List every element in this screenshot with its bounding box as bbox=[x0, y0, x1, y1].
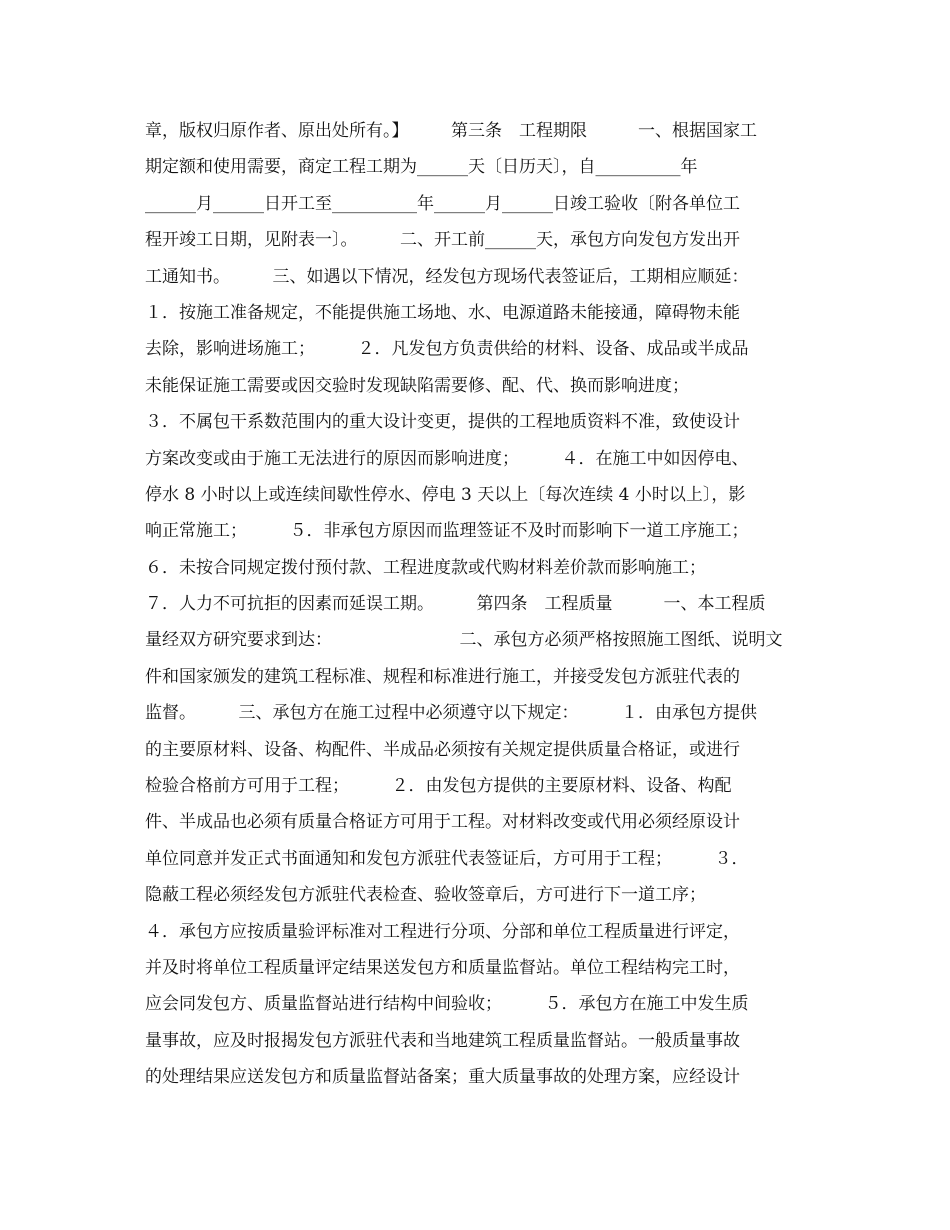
text-line: 去除，影响进场施工； ２．凡发包方负责供给的材料、设备、成品或半成品 bbox=[145, 339, 749, 360]
text-line: 未能保证施工需要或因交验时发现缺陷需要修、配、代、换而影响进度； bbox=[145, 375, 689, 396]
text-line: ４．承包方应按质量验评标准对工程进行分项、分部和单位工程质量进行评定， bbox=[145, 921, 740, 942]
text-line: 量事故，应及时报揭发包方派驻代表和当地建筑工程质量监督站。一般质量事故 bbox=[145, 1030, 740, 1051]
text-line: ３．不属包干系数范围内的重大设计变更，提供的工程地质资料不准，致使设计 bbox=[145, 412, 740, 433]
text-line: 检验合格前方可用于工程； ２．由发包方提供的主要原材料、设备、构配 bbox=[145, 776, 732, 797]
text-line: １．按施工准备规定，不能提供施工场地、水、电源道路未能接通，障碍物未能 bbox=[145, 302, 740, 323]
text-line: 件、半成品也必须有质量合格证方可用于工程。对材料改变或代用必须经原设计 bbox=[145, 812, 740, 833]
text-line: 停水 8 小时以上或连续间歇性停水、停电 3 天以上〔每次连续 4 小时以上〕，影 bbox=[145, 484, 746, 505]
text-line: ６．未按合同规定拨付预付款、工程进度款或代购材料差价款而影响施工； bbox=[145, 557, 706, 578]
text-line: 隐蔽工程必须经发包方派驻代表检查、验收签章后，方可进行下一道工序； bbox=[145, 885, 706, 906]
text-line: ______月______日开工至__________年______月______日竣工验收〔附各单位工 bbox=[145, 193, 740, 214]
text-line: 量经双方研究要求到达： 二、承包方必须严格按照施工图纸、说明文 bbox=[145, 630, 783, 651]
text-line: 监督。 三、承包方在施工过程中必须遵守以下规定： １．由承包方提供 bbox=[145, 703, 757, 724]
text-line: 期定额和使用需要，商定工程工期为______天〔日历天〕，自__________年 bbox=[145, 157, 698, 178]
text-line: 的处理结果应送发包方和质量监督站备案；重大质量事故的处理方案，应经设计 bbox=[145, 1067, 740, 1088]
text-line: 工通知书。 三、如遇以下情况，经发包方现场代表签证后，工期相应顺延： bbox=[145, 266, 749, 287]
text-line: 单位同意并发正式书面通知和发包方派驻代表签证后，方可用于工程； ３． bbox=[145, 848, 749, 869]
text-line: 章，版权归原作者、原出处所有。】 第三条 工程期限 一、根据国家工 bbox=[145, 121, 757, 141]
text-line: 应会同发包方、质量监督站进行结构中间验收； ５．承包方在施工中发生质 bbox=[145, 994, 749, 1015]
text-line: ７．人力不可抗拒的因素而延误工期。 第四条 工程质量 一、本工程质 bbox=[145, 594, 766, 615]
contract-body-text bbox=[145, 113, 815, 1096]
text-line: 方案改变或由于施工无法进行的原因而影响进度； ４．在施工中如因停电、 bbox=[145, 448, 749, 469]
text-line: 响正常施工； ５．非承包方原因而监理签证不及时而影响下一道工序施工； bbox=[145, 521, 749, 542]
text-line: 并及时将单位工程质量评定结果送发包方和质量监督站。单位工程结构完工时， bbox=[145, 957, 740, 978]
text-line: 程开竣工日期，见附表一〕。 二、开工前______天，承包方向发包方发出开 bbox=[145, 230, 740, 251]
text-line: 件和国家颁发的建筑工程标准、规程和标准进行施工，并接受发包方派驻代表的 bbox=[145, 666, 740, 687]
text-line: 的主要原材料、设备、构配件、半成品必须按有关规定提供质量合格证，或进行 bbox=[145, 739, 740, 760]
